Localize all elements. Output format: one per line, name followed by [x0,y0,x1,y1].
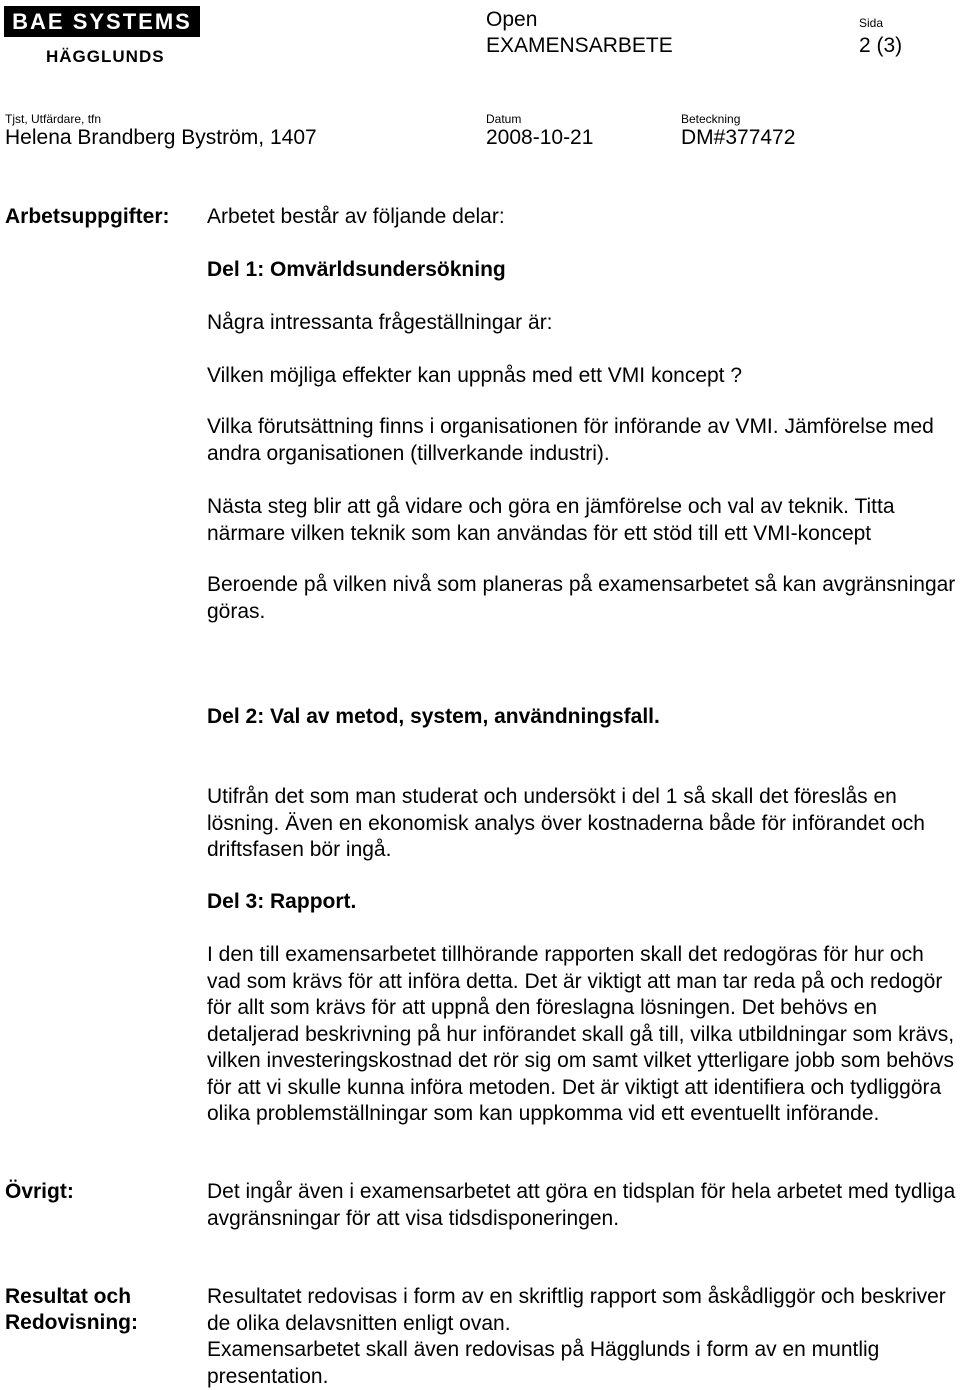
section-label-arbetsuppgifter: Arbetsuppgifter: [5,205,170,228]
date-label: Datum [486,112,522,126]
del3-heading: Del 3: Rapport. [207,890,357,913]
logo-text: BAE SYSTEMS [12,8,192,34]
intro-text: Arbetet består av följande delar: [207,205,505,228]
resultat-text [207,1284,959,1390]
reference-label: Beteckning [681,112,741,126]
section-label-resultat [5,1284,138,1336]
del1-paragraph: Några intressanta frågeställningar är: [207,311,553,334]
document-title: EXAMENSARBETE [486,34,673,57]
date-value: 2008-10-21 [486,126,594,149]
page-number: 2 (3) [859,34,903,57]
del3-paragraph: I den till examensarbetet tillhörande rapporten skall det redogöras för hur och vad som krävs för att införa detta. Det är viktigt att man tar reda på och redogör för allt som krävs för att uppnå den föreslagna lösningen. Det behövs en detaljerad beskrivning på hur införandet skall gå till, vilka utbildningar som krävs, vilken investeringskostnad det rör sig om samt vilket ytterligare jobb som behövs för att vi skulle kunna införa metoden. Det är viktigt att identifiera och tydliggöra olika problemställningar som kan uppkomma vid ett eventuellt införande. [207,943,955,1125]
label-line: Resultat och [5,1285,132,1308]
author-label: Tjst, Utfärdare, tfn [5,112,102,126]
author-value: Helena Brandberg Byström, 1407 [5,126,317,149]
reference-value: DM#377472 [681,126,796,149]
del1-paragraph: Vilka förutsättning finns i organisationen för införande av VMI. Jämförelse med andra organisationen (tillverkande industri). [207,415,934,465]
del1-paragraph: Nästa steg blir att gå vidare och göra en jämförelse och val av teknik. Titta närmare vilken teknik som kan användas för ett stöd till ett VMI-koncept [207,495,895,545]
page-label: Sida [859,16,884,30]
del1-paragraph: Vilken möjliga effekter kan uppnås med ett VMI koncept ? [207,364,743,387]
del1-paragraph: Beroende på vilken nivå som planeras på examensarbetet så kan avgränsningar göras. [207,573,956,623]
del2-paragraph: Utifrån det som man studerat och undersökt i del 1 så skall det föreslås en lösning. Även en ekonomisk analys över kostnaderna både för införandet och driftsfasen bör ingå. [207,785,925,861]
resultat-paragraph: Resultatet redovisas i form av en skriftlig rapport som åskådliggör och beskriver de olika delavsnitten enligt ovan. [207,1285,946,1335]
classification: Open [486,8,538,31]
ovrigt-paragraph: Det ingår även i examensarbetet att göra en tidsplan för hela arbetet med tydliga avgränsningar för att visa tidsdisponeringen. [207,1180,956,1230]
resultat-paragraph: Examensarbetet skall även redovisas på Hägglunds i form av en muntlig presentation. [207,1338,880,1388]
label-line: Redovisning: [5,1311,139,1334]
bae-systems-logo [4,6,200,37]
del1-heading: Del 1: Omvärldsundersökning [207,258,506,281]
del2-heading: Del 2: Val av metod, system, användningsfall. [207,705,660,728]
section-label-ovrigt: Övrigt: [5,1180,74,1203]
hagglunds-logo-text: HÄGGLUNDS [46,47,165,66]
